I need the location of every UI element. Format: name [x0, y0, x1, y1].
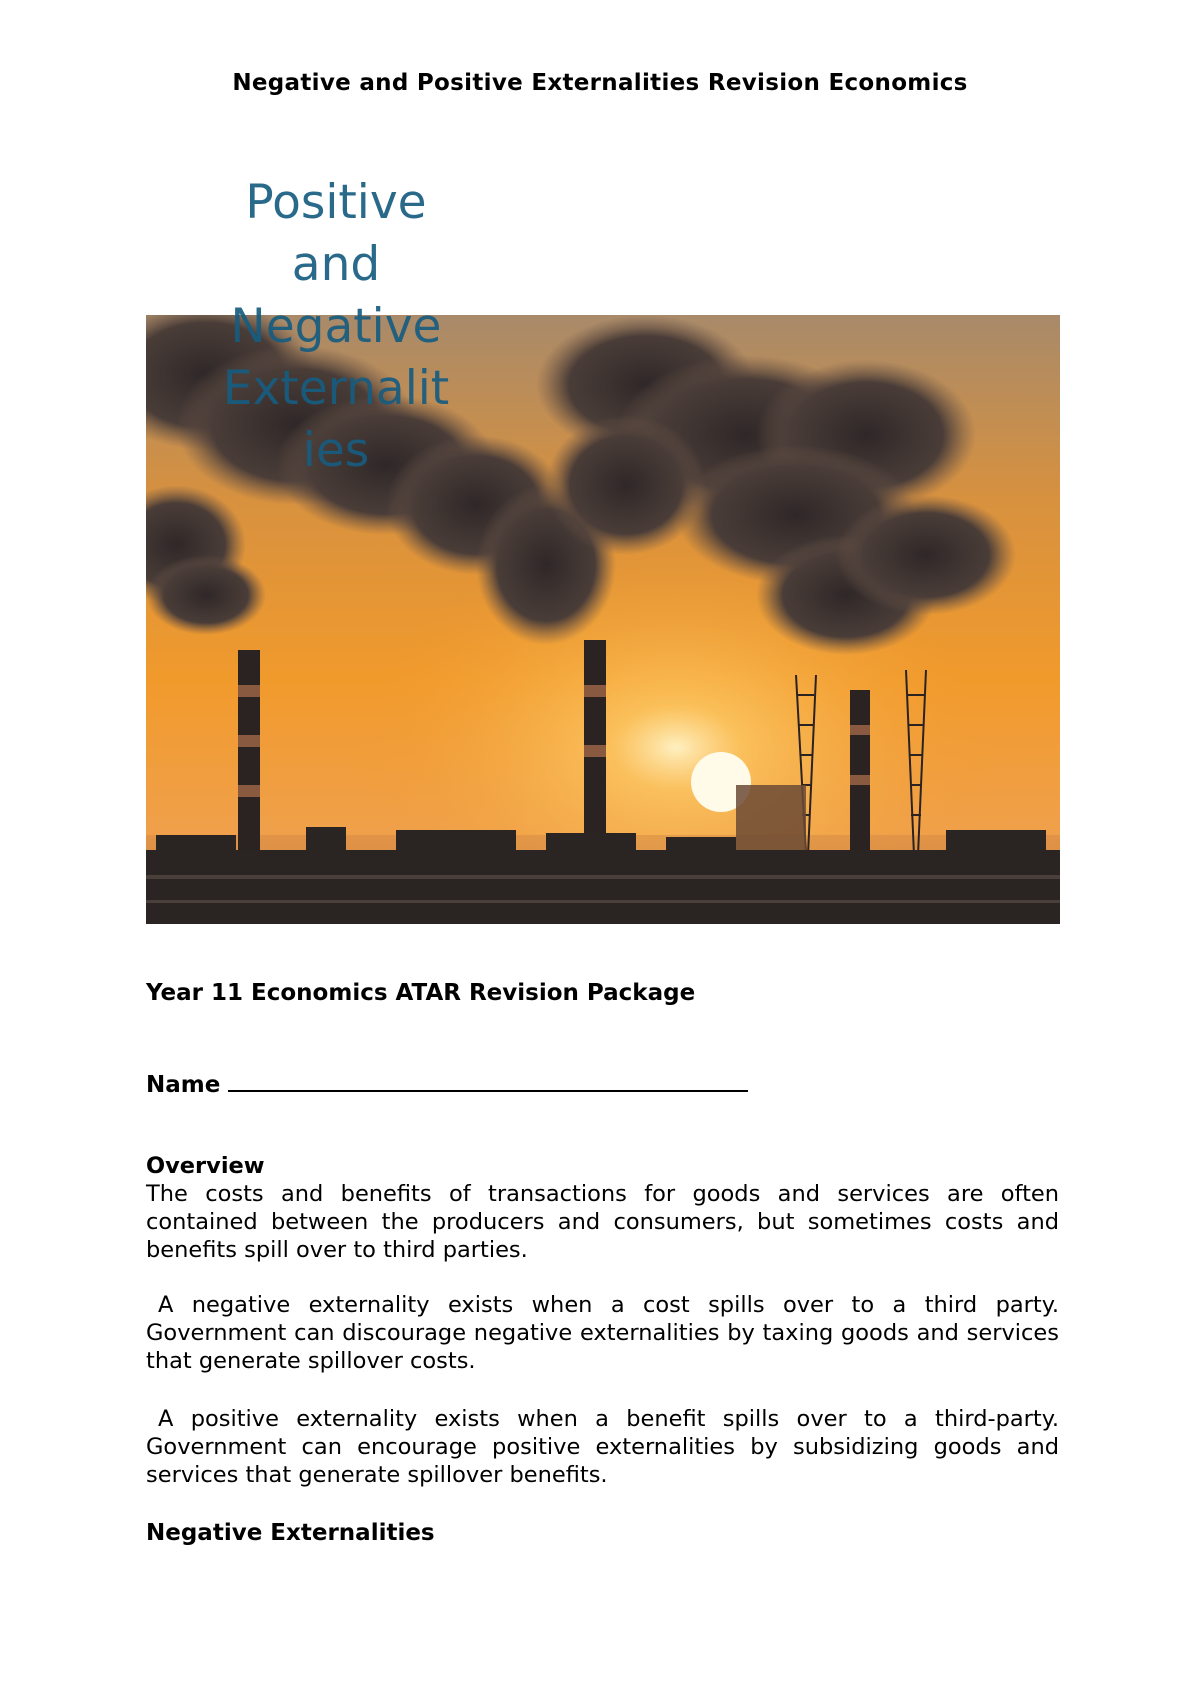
overview-section: [146, 1152, 1059, 1264]
overview-paragraph: The costs and benefits of transactions for goods and services are often contained between the producers and consumers, but sometimes costs and benefits spill over to third parties.: [146, 1181, 1059, 1263]
cover-title-line: and: [291, 237, 381, 292]
overview-heading: Overview: [146, 1153, 265, 1179]
cover-title-line: Externalit: [222, 361, 450, 416]
cover-title-line: ies: [302, 423, 370, 478]
name-label: Name: [146, 1072, 221, 1098]
name-blank-line[interactable]: [228, 1066, 748, 1092]
name-field: [146, 1066, 748, 1098]
package-subtitle: Year 11 Economics ATAR Revision Package: [146, 980, 696, 1006]
cover-title-line: Negative: [230, 299, 442, 354]
negative-externalities-heading: Negative Externalities: [146, 1520, 435, 1546]
running-header: Negative and Positive Externalities Revision Economics: [232, 70, 968, 96]
negative-externality-paragraph: A negative externality exists when a cost spills over to a third party. Government can discourage negative externalities by taxing goods and services that generate spillover costs.: [146, 1292, 1059, 1374]
cover-title: [196, 172, 476, 482]
positive-externality-paragraph: A positive externality exists when a benefit spills over to a third-party. Government can encourage positive externalities by subsidizing goods and services that generate spillover benefits.: [146, 1406, 1059, 1488]
cover-title-line: Positive: [245, 175, 427, 230]
